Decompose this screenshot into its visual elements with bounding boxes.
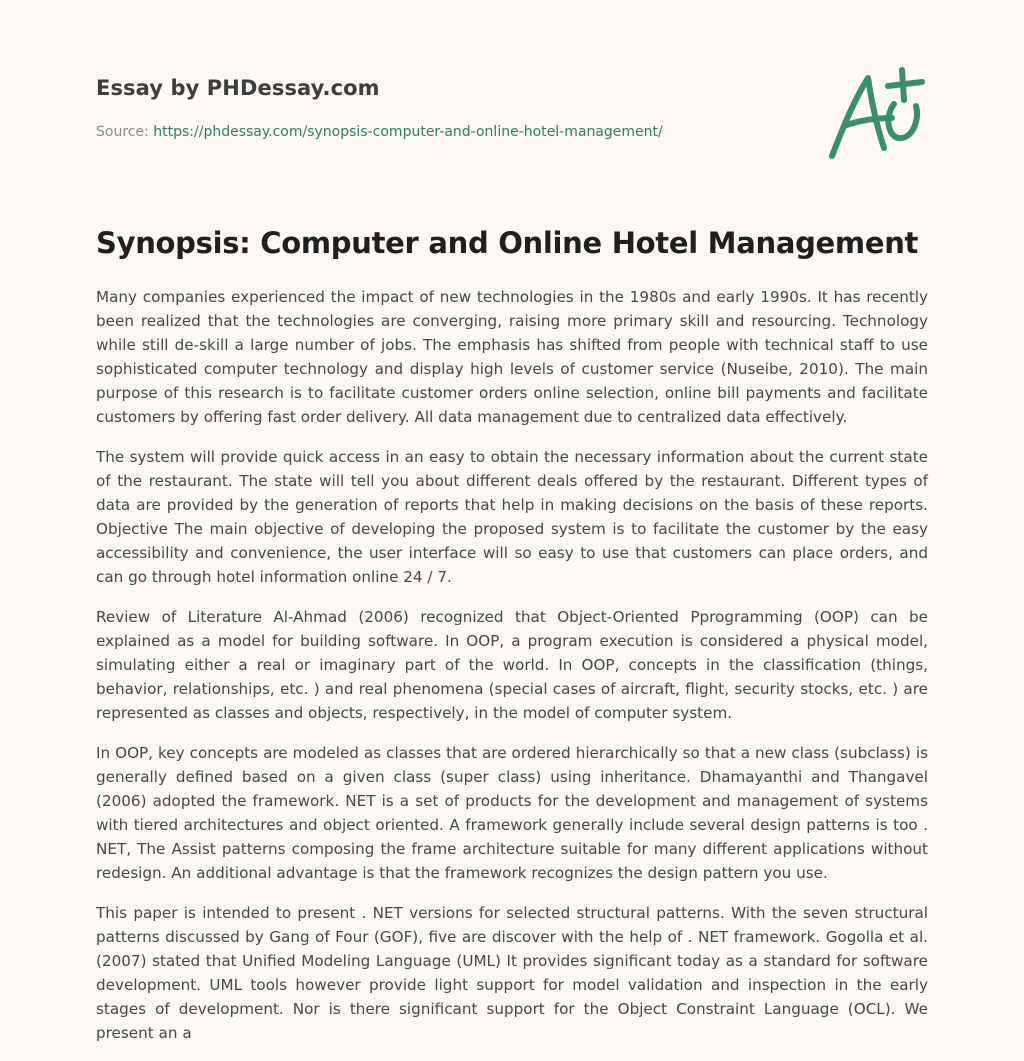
a-plus-circle-stroke [888, 104, 917, 138]
a-plus-crossbar [844, 118, 892, 126]
essay-paragraph: This paper is intended to present . NET versions for selected structural patterns. With the seven structural patterns discussed by Gang of Four (GOF), five are discover with the help of . NET framework. Gogolla et al. (2007) stated that Unified Modeling Language (UML) It provides significant today as a standard for software development. UML tools however provide light support for model validation and inspection in the early stages of development. Nor is there significant support for the Object Constraint Language (OCL). We present an a [96, 904, 928, 1042]
essay-paragraph: Many companies experienced the impact of new technologies in the 1980s and early 1990s. It has recently been realized that the technologies are converging, raising more primary skill and resourcing. Technology while still de-skill a large number of jobs. The emphasis has shifted from people with technical staff to use sophisticated computer technology and display high levels of customer service (Nuseibe, 2010). The main purpose of this research is to facilitate customer orders online selection, online bill payments and facilitate customers by offering fast order delivery. All data management due to centralized data effectively. [96, 288, 928, 426]
essay-paragraph: In OOP, key concepts are modeled as classes that are ordered hierarchically so that a new class (subclass) is generally defined based on a given class (super class) using inheritance. Dhamayanthi and Thangavel (2006) adopted the framework. NET is a set of products for the development and management of systems with tiered architectures and object oriented. A framework generally include several design patterns is too . NET, The Assist patterns composing the frame architecture suitable for many different applications without redesign. An additional advantage is that the framework recognizes the design pattern you use. [96, 744, 928, 882]
header [96, 0, 928, 200]
essay-paragraph: Review of Literature Al-Ahmad (2006) recognized that Object-Oriented Pprogramming (OOP) can be explained as a model for building software. In OOP, a program execution is considered a physical model, simulating either a real or imaginary part of the world. In OOP, concepts in the classification (things, behavior, relationships, etc. ) and real phenomena (special cases of aircraft, flight, security stocks, etc. ) are represented as classes and objects, respectively, in the model of computer system. [96, 608, 928, 722]
a-plus-grade-icon [824, 64, 934, 168]
source-link[interactable]: https://phdessay.com/synopsis-computer-and-online-hotel-management/ [153, 124, 663, 140]
source-label: Source: [96, 124, 149, 140]
essay-title: Synopsis: Computer and Online Hotel Management [96, 226, 919, 260]
a-plus-plus-horizontal [888, 82, 922, 86]
source-line [96, 124, 663, 140]
essay-body [96, 285, 928, 1061]
essay-paragraph: The system will provide quick access in an easy to obtain the necessary information about the current state of the restaurant. The state will tell you about different deals offered by the restaurant. Different types of data are provided by the generation of reports that help in making decisions on the basis of these reports. Objective The main objective of developing the proposed system is to facilitate the customer by the easy accessibility and convenience, the user interface will so easy to use that customers can place orders, and can go through hotel information online 24 / 7. [96, 448, 928, 586]
page [96, 0, 928, 1042]
site-title: Essay by PHDessay.com [96, 76, 380, 100]
